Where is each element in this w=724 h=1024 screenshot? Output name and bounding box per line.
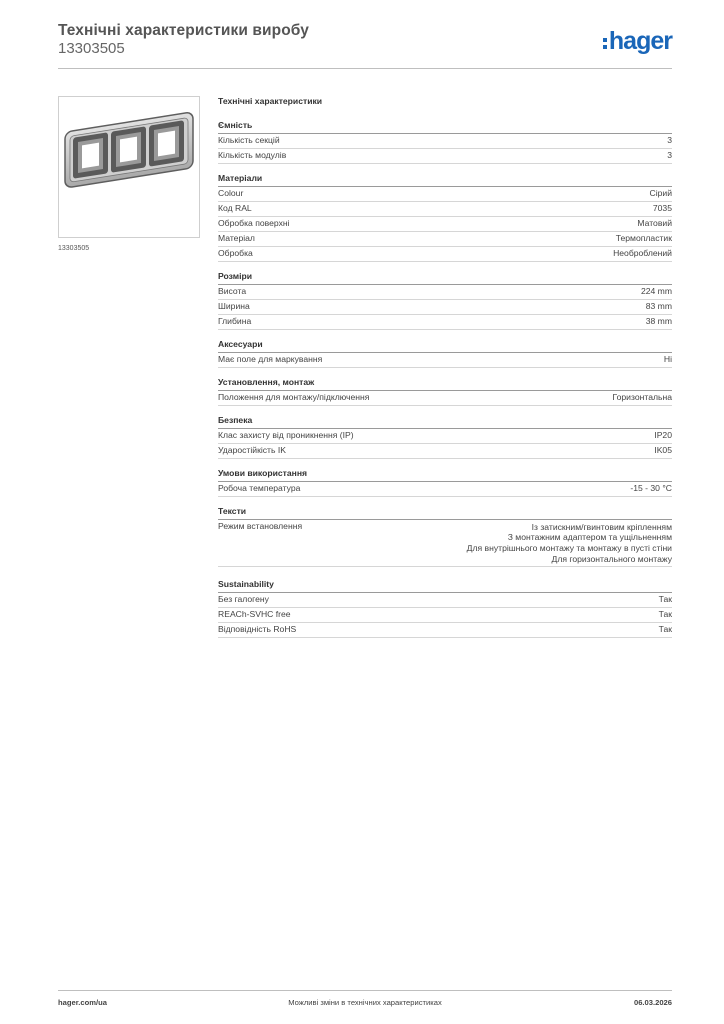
group-title: Матеріали (218, 173, 672, 187)
spec-row (218, 187, 672, 202)
hager-logo (603, 26, 672, 56)
spec-label: Висота (218, 285, 247, 296)
page-header (58, 22, 672, 68)
spec-value: 3 (667, 135, 672, 146)
image-caption: 13303505 (58, 245, 90, 252)
specs-title: Технічні характеристики (218, 96, 323, 106)
spec-value: Так (658, 624, 672, 635)
spec-value: Термопластик (615, 233, 672, 244)
spec-value-line: Із затискним/гвинтовим кріпленням (531, 521, 672, 532)
spec-label: Обробка поверхні (218, 218, 290, 229)
logo-text: hager (608, 27, 672, 55)
logo-mark-icon (603, 38, 607, 49)
spec-value: Сірий (649, 188, 672, 199)
spec-value (467, 522, 672, 564)
group-sustainability (218, 579, 672, 638)
spec-label: Без галогену (218, 594, 269, 605)
group-title: Установлення, монтаж (218, 377, 672, 391)
group-title: Тексти (218, 506, 672, 520)
spec-value: -15 - 30 °C (630, 482, 672, 493)
spec-row (218, 353, 672, 368)
spec-value-line: Для внутрішнього монтажу та монтажу в пусті стіни (466, 542, 672, 553)
group-title: Розміри (218, 271, 672, 285)
spec-value: IP20 (654, 429, 672, 440)
group-title: Безпека (218, 415, 672, 429)
spec-label: Робоча температура (218, 482, 301, 493)
spec-label: Colour (218, 188, 244, 199)
group-capacity (218, 120, 672, 164)
spec-label: Кількість секцій (218, 135, 280, 146)
group-materials (218, 173, 672, 262)
group-title: Sustainability (218, 579, 672, 593)
spec-row (218, 232, 672, 247)
product-code: 13303505 (58, 40, 125, 57)
spec-row (218, 444, 672, 459)
group-safety (218, 415, 672, 459)
group-dimensions (218, 271, 672, 330)
spec-row (218, 593, 672, 608)
spec-value: 83 mm (645, 300, 672, 311)
spec-row (218, 482, 672, 497)
spec-label: Матеріал (218, 233, 255, 244)
spec-value-line: З монтажним адаптером та ущільненням (507, 532, 672, 543)
spec-label: Положення для монтажу/підключення (218, 391, 370, 402)
spec-row (218, 315, 672, 330)
spec-row (218, 608, 672, 623)
spec-value: Матовий (637, 218, 672, 229)
group-title: Аксесуари (218, 339, 672, 353)
spec-value-line: Для горизонтального монтажу (551, 553, 672, 564)
spec-label: Має поле для маркування (218, 353, 323, 364)
group-texts (218, 506, 672, 568)
footer-date: 06.03.2026 (633, 998, 672, 1007)
group-title: Умови використання (218, 468, 672, 482)
product-image (58, 96, 200, 238)
header-divider (58, 68, 672, 69)
spec-value: Горизонтальна (612, 391, 672, 402)
spec-value: 38 mm (645, 315, 672, 326)
spec-row (218, 202, 672, 217)
spec-label: Обробка (218, 248, 253, 258)
spec-label: Кількість модулів (218, 150, 287, 161)
spec-row (218, 134, 672, 149)
spec-value: Необроблений (613, 248, 672, 258)
group-title: Ємність (218, 120, 672, 134)
spec-label: REACh-SVHC free (218, 609, 291, 620)
spec-row (218, 285, 672, 300)
spec-value: Так (658, 594, 672, 605)
spec-row (218, 520, 672, 568)
footer-website-link[interactable]: hager.com/ua (58, 998, 107, 1007)
spec-value: Ні (663, 353, 672, 364)
page-title: Технічні характеристики виробу (58, 22, 309, 39)
spec-label: Ударостійкість IK (218, 444, 286, 455)
spec-value: 3 (667, 150, 672, 161)
spec-value: 224 mm (640, 285, 672, 296)
spec-label: Ширина (218, 300, 250, 311)
spec-label: Глибина (218, 315, 252, 326)
spec-row (218, 391, 672, 406)
spec-label: Відповідність RoHS (218, 624, 297, 635)
group-conditions (218, 468, 672, 497)
spec-value: IK05 (654, 444, 672, 455)
spec-value: Так (658, 609, 672, 620)
specs-section (218, 96, 672, 647)
spec-row (218, 429, 672, 444)
spec-row (218, 300, 672, 315)
spec-value: 7035 (652, 203, 672, 214)
group-accessories (218, 339, 672, 368)
group-installation (218, 377, 672, 406)
spec-row (218, 149, 672, 164)
spec-row (218, 623, 672, 638)
footer-notice: Можливі зміни в технічних характеристиках (288, 998, 442, 1007)
footer-divider (58, 990, 672, 991)
spec-row (218, 217, 672, 232)
spec-row (218, 247, 672, 262)
frame-3-gang-icon (59, 97, 199, 237)
spec-label: Код RAL (218, 203, 252, 214)
spec-label: Клас захисту від проникнення (IP) (218, 429, 354, 440)
spec-label: Режим встановлення (218, 520, 303, 531)
